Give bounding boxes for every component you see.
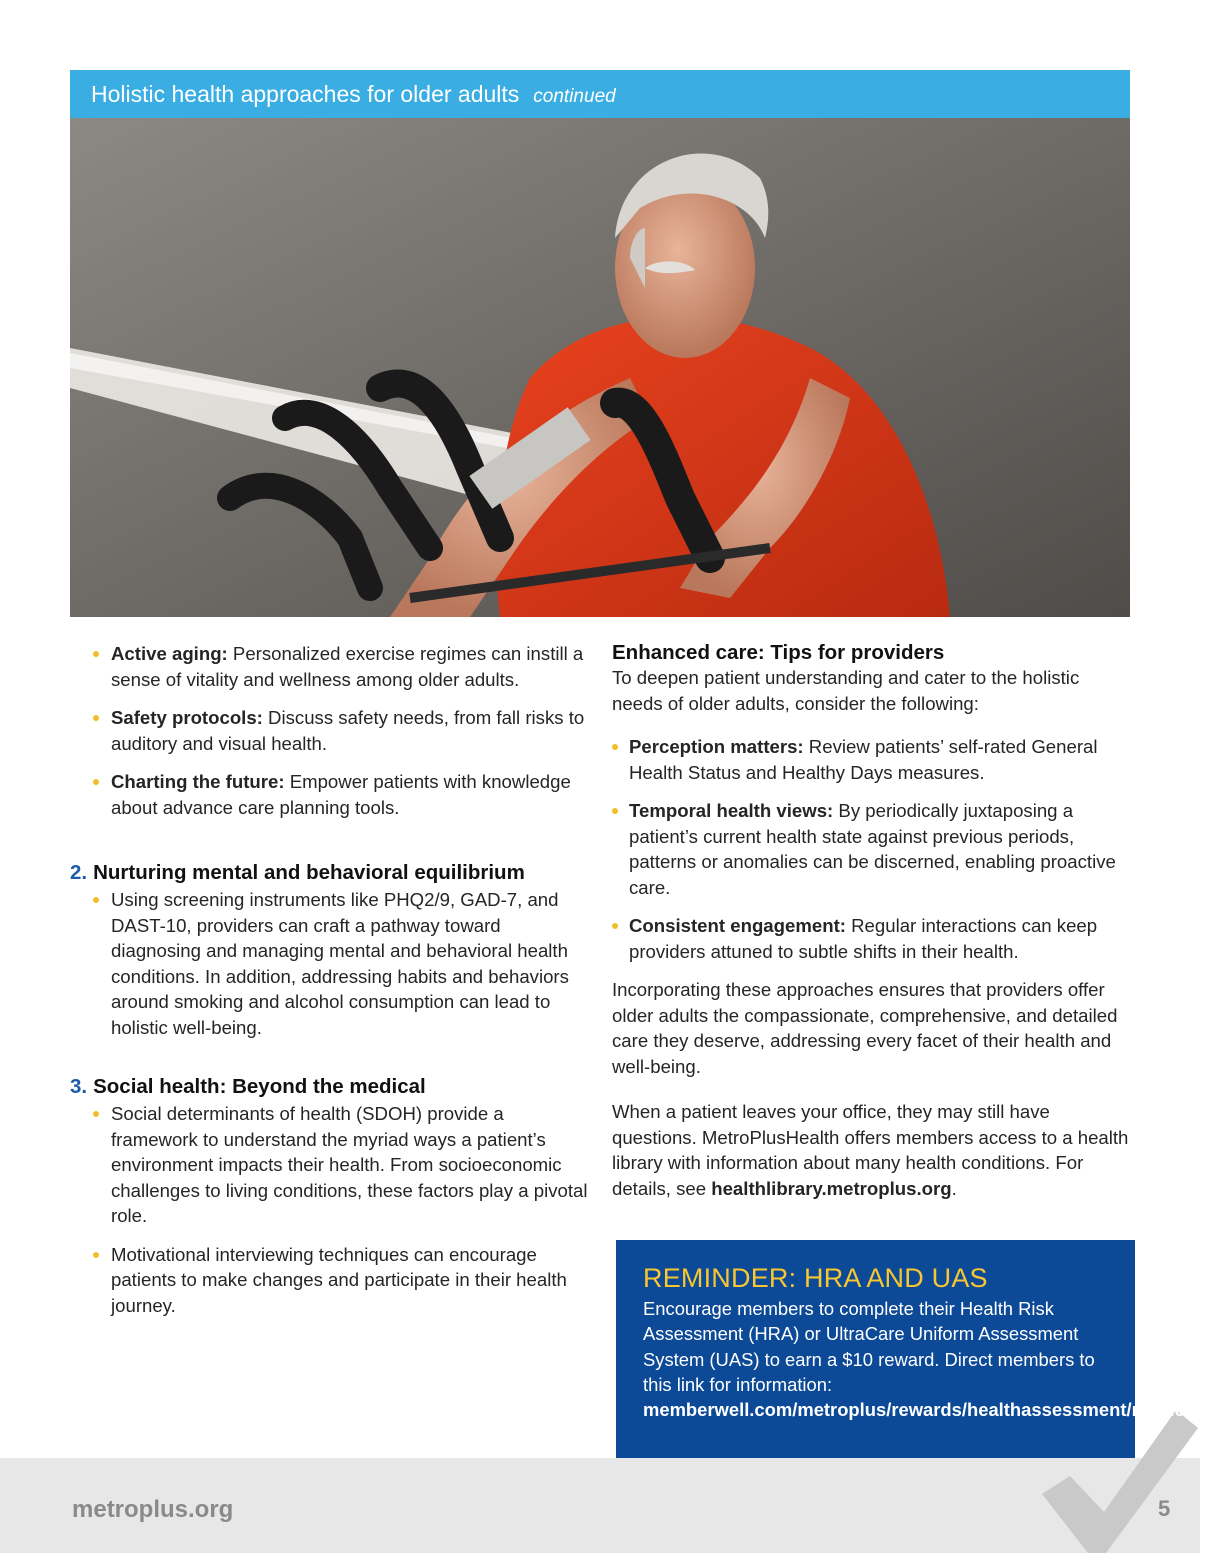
active-aging-list <box>70 641 590 820</box>
bullet-text: By periodically juxtaposing a patient’s current health state against previous periods, patterns or anomalies can be discerned, enabling proactive care. <box>629 800 1116 898</box>
hero-photo <box>70 118 1130 617</box>
left-column <box>70 641 590 1331</box>
page-number: 5 <box>1158 1496 1171 1521</box>
bullet-icon <box>612 808 618 814</box>
section-number: 3. <box>70 1075 88 1098</box>
bullet-icon <box>612 923 618 929</box>
bullet-icon <box>93 651 99 657</box>
bullet-text: Personalized exercise regimes can instill a sense of vitality and wellness among older adults. <box>111 643 584 690</box>
bullet-icon <box>612 744 618 750</box>
bullet-icon <box>93 715 99 721</box>
bullet-text: Using screening instruments like PHQ2/9, GAD-7, and DAST-10, providers can craft a pathway toward diagnosing and managing mental and behavioral health conditions. In addition, addressing habits and behaviors around smoking and alcohol consumption can lead to holistic well-being. <box>111 889 569 1038</box>
list-item <box>612 913 1132 964</box>
list-item <box>70 769 590 820</box>
reminder-end: . <box>1212 1399 1217 1421</box>
bullet-label: Safety protocols: <box>111 707 263 728</box>
reminder-body <box>643 1296 1217 1422</box>
bullet-text: Social determinants of health (SDOH) provide a framework to understand the myriad ways a patient’s environment impacts their health. From socioeconomic challenges to living conditions, these factors play a pivotal role. <box>111 1103 588 1226</box>
list-item <box>70 641 590 692</box>
right-column <box>612 641 1132 1215</box>
bullet-label: Perception matters: <box>629 736 804 757</box>
continued-label: continued <box>533 86 616 107</box>
bullet-icon <box>93 897 99 903</box>
tips-intro: To deepen patient understanding and cater to the holistic needs of older adults, consider the following: <box>612 667 1080 714</box>
bullet-text: Discuss safety needs, from fall risks to auditory and visual health. <box>111 707 585 754</box>
section-number: 2. <box>70 861 88 884</box>
list-item <box>70 887 590 1040</box>
reminder-box <box>616 1240 1217 1458</box>
bullet-icon <box>93 779 99 785</box>
mental-health-list <box>70 887 590 1040</box>
section-title: Holistic health approaches for older adults <box>91 81 520 107</box>
footer-site[interactable]: metroplus.org <box>72 1496 234 1523</box>
reminder-text: Encourage members to complete their Health Risk Assessment (HRA) or UltraCare Uniform Assessment System (UAS) to earn a $10 reward. Direct members to this link for information: <box>643 1298 1095 1395</box>
bullet-text: Regular interactions can keep providers attuned to subtle shifts in their health. <box>629 915 1098 962</box>
health-library-text: When a patient leaves your office, they may still have questions. MetroPlusHealth offers members access to a health library with information about many health conditions. For details, see <box>612 1101 1129 1199</box>
bullet-text: Review patients’ self-rated General Health Status and Healthy Days measures. <box>629 736 1098 783</box>
bullet-label: Charting the future: <box>111 771 285 792</box>
section-title: Nurturing mental and behavioral equilibrium <box>93 861 525 884</box>
list-item <box>70 1101 590 1229</box>
tips-list <box>612 734 1132 964</box>
tips-heading: Enhanced care: Tips for providers <box>612 641 945 664</box>
social-health-list <box>70 1101 590 1318</box>
section-header <box>70 70 1130 118</box>
section-title: Social health: Beyond the medical <box>93 1075 426 1098</box>
health-library-end: . <box>951 1177 957 1199</box>
bullet-label: Temporal health views: <box>629 800 834 821</box>
list-item <box>612 734 1132 785</box>
section-heading-3 <box>70 1074 590 1100</box>
list-item <box>70 705 590 756</box>
photo-senior-man-cycling <box>70 118 1130 617</box>
health-library-paragraph <box>612 1099 1132 1201</box>
list-item <box>612 798 1132 900</box>
reminder-link[interactable]: memberwell.com/metroplus/rewards/healthassessment/medicare <box>643 1399 1213 1421</box>
bullet-text: Motivational interviewing techniques can encourage patients to make changes and participate in their health journey. <box>111 1243 567 1316</box>
list-item <box>70 1242 590 1319</box>
bullet-icon <box>93 1111 99 1117</box>
section-heading-2 <box>70 860 590 886</box>
health-library-link[interactable]: healthlibrary.metroplus.org <box>711 1177 952 1199</box>
bullet-text: Empower patients with knowledge about advance care planning tools. <box>111 771 571 818</box>
bullet-label: Consistent engagement: <box>629 915 846 936</box>
bullet-label: Active aging: <box>111 643 228 664</box>
summary-paragraph: Incorporating these approaches ensures that providers offer older adults the compassionate, comprehensive, and detailed care they deserve, addressing every facet of their health and well-being. <box>612 979 1118 1077</box>
bullet-icon <box>93 1252 99 1258</box>
reminder-title: REMINDER: HRA AND UAS <box>643 1263 988 1293</box>
